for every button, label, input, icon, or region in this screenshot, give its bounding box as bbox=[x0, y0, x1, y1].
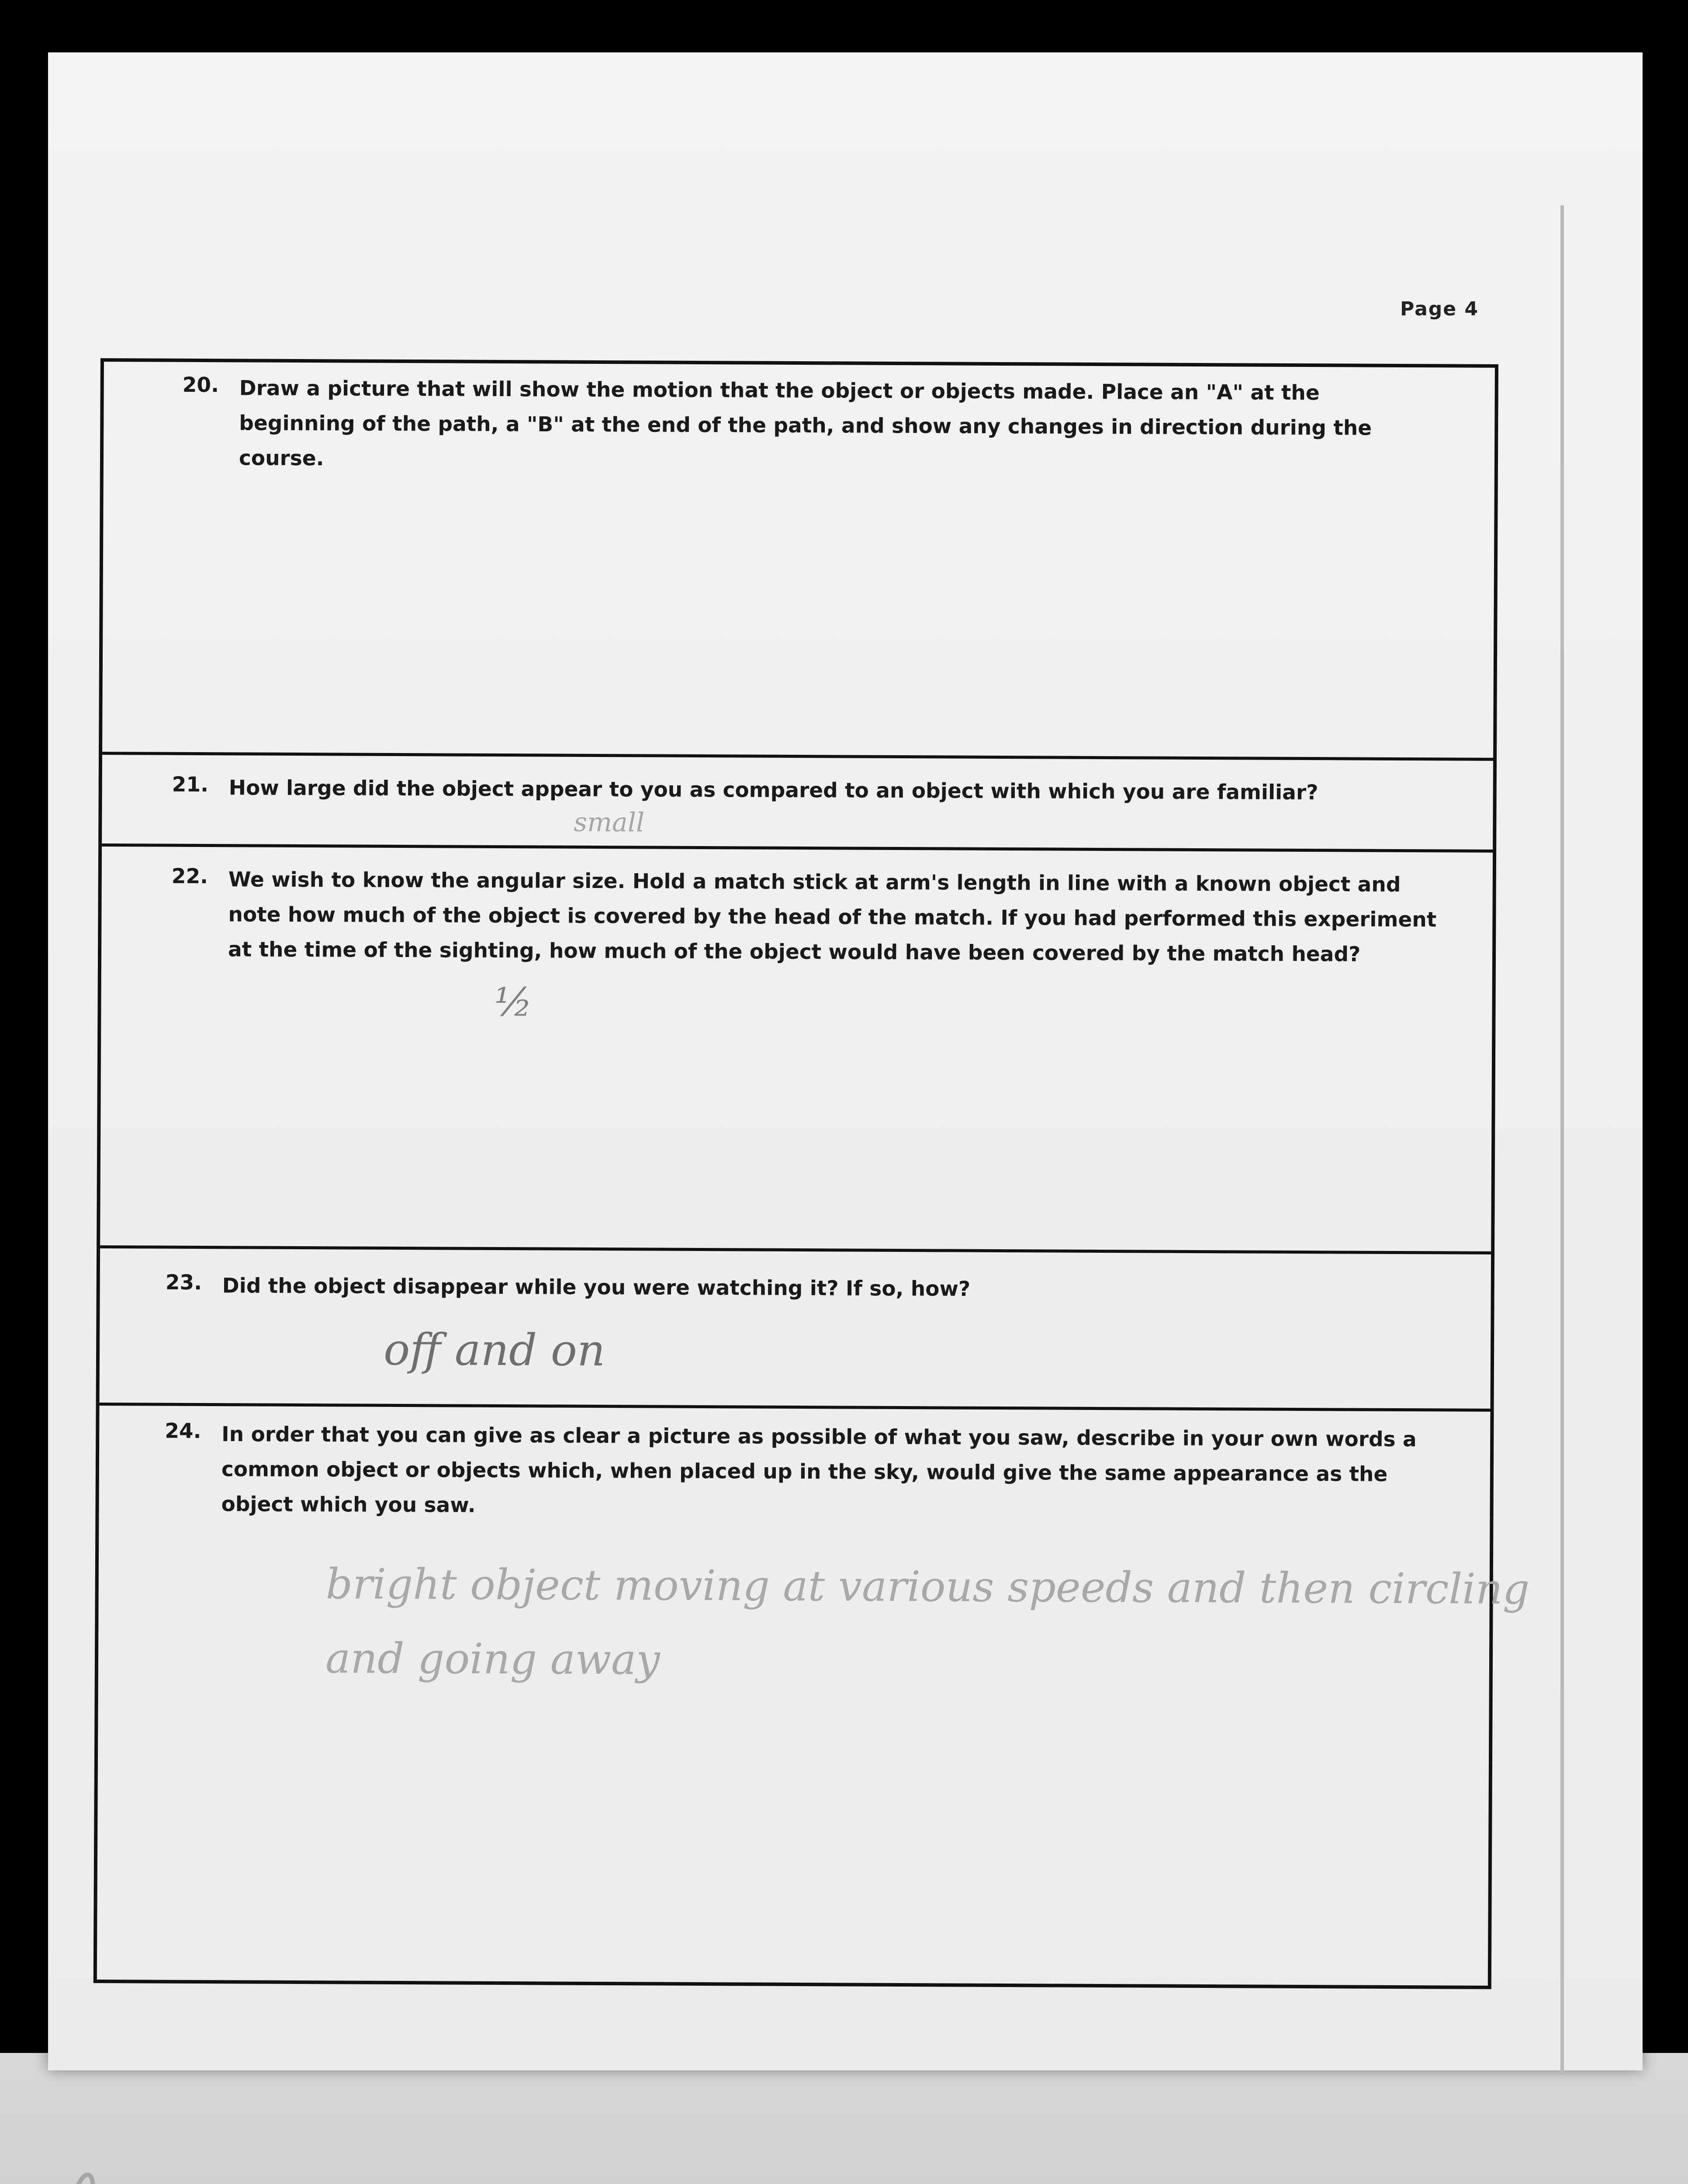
scan-smudge bbox=[52, 2158, 114, 2184]
question-text: In order that you can give as clear a picture as possible of what you saw, describe in your own words a common object or objects which, when placed up in the sky, would give the same appearance as the object which you saw. bbox=[221, 1422, 1417, 1517]
form-page bbox=[48, 52, 1643, 2070]
handwritten-answer: small bbox=[574, 807, 645, 838]
question-text: We wish to know the angular size. Hold a match stick at arm's length in line with a known object and note how much of the object is covered by the head of the match. If you had performed this experiment at the time of the sighting, how much of the object would have been covered by the match head? bbox=[228, 867, 1437, 967]
question-24 bbox=[97, 1406, 1530, 1993]
questionnaire-form bbox=[93, 358, 1530, 1989]
question-20 bbox=[102, 362, 1495, 761]
question-22 bbox=[100, 847, 1493, 1254]
scan-bottom-panel bbox=[0, 2053, 1688, 2184]
handwritten-answer: ½ bbox=[494, 979, 533, 1026]
question-21 bbox=[102, 755, 1493, 853]
handwritten-answer-line-1: bright object moving at various speeds and then circling bbox=[325, 1559, 1530, 1614]
page-number: Page 4 bbox=[1400, 298, 1479, 320]
question-text: How large did the object appear to you as compared to an object with which you are familiar? bbox=[228, 776, 1318, 805]
handwritten-answer: off and on bbox=[383, 1324, 605, 1376]
question-text: Draw a picture that will show the motion that the object or objects made. Place an "A" at the beginning of the path, a "B" at the end of the path, and show any changes in direction during the course. bbox=[239, 376, 1372, 471]
question-number: 22. bbox=[171, 864, 208, 889]
handwritten-answer-line-2: and going away bbox=[325, 1634, 660, 1684]
question-text: Did the object disappear while you were watching it? If so, how? bbox=[222, 1274, 971, 1301]
drawing-area[interactable] bbox=[120, 449, 1477, 749]
question-number: 21. bbox=[172, 772, 209, 797]
question-number: 24. bbox=[165, 1419, 201, 1444]
question-number: 20. bbox=[182, 373, 219, 397]
question-23 bbox=[100, 1248, 1491, 1412]
paper-fold-line bbox=[1560, 205, 1564, 2075]
question-number: 23. bbox=[165, 1270, 202, 1295]
